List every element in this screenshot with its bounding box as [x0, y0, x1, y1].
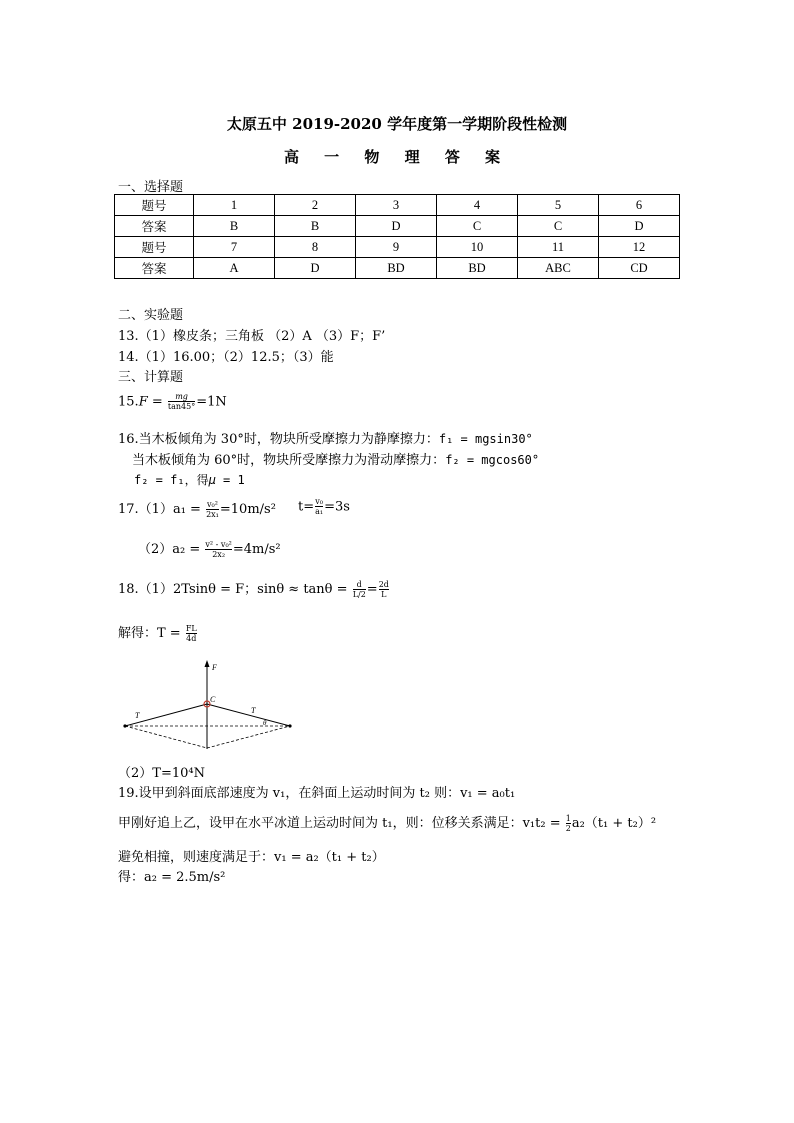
label-t-right: T	[251, 706, 256, 715]
q17-p1-den: 2x₁	[206, 509, 219, 519]
q18-f2-den: L	[379, 589, 389, 599]
q16-line2-text: 当木板倾角为 60°时，物块所受摩擦力为滑动摩擦力：	[132, 453, 446, 468]
q17-p2-result: =4m/s²	[232, 542, 281, 557]
table-cell: CD	[599, 258, 680, 279]
answer-q13: 13.（1）橡皮条；三角板 （2）A （3）F；F’	[118, 329, 386, 344]
label-c: C	[210, 695, 216, 704]
q15-num: mg	[175, 392, 188, 401]
q15-prefix: 15.	[118, 394, 139, 410]
q18-solve-num: FL	[185, 623, 197, 633]
arrow-head	[205, 660, 210, 667]
table-cell: D	[599, 216, 680, 237]
q17-p2-den: 2x₂	[205, 549, 231, 559]
label-theta: θ	[263, 719, 267, 727]
answer-q16-line3	[134, 471, 245, 488]
answer-q15	[118, 393, 227, 411]
force-diagram	[115, 656, 315, 756]
q17-t-result: =3s	[324, 499, 350, 515]
answer-q16-line2	[132, 449, 539, 468]
table-cell: C	[437, 216, 518, 237]
q18-fraction-1	[353, 581, 366, 599]
table-cell: 3	[356, 195, 437, 216]
table-cell: B	[275, 216, 356, 237]
q17-t-prefix: t=	[298, 499, 315, 515]
q19-num: 1	[565, 813, 571, 823]
table-cell: A	[194, 258, 275, 279]
q19-den: 2	[565, 823, 571, 833]
table-cell: 12	[599, 237, 680, 258]
q16-line1-formula: f₁ = mgsin30°	[438, 432, 533, 446]
table-cell: 6	[599, 195, 680, 216]
label-t-left: T	[135, 711, 140, 720]
rope-right	[207, 704, 290, 726]
q17-p1-prefix: 17.（1）a₁ =	[118, 502, 201, 517]
answer-q16-line1	[118, 428, 533, 447]
table-row	[115, 195, 680, 216]
q19-fraction	[566, 815, 571, 833]
q15-den: tan45°	[167, 402, 196, 411]
q15-eq: =	[147, 394, 163, 410]
q17-p1-fraction	[206, 501, 219, 519]
section-choice-title: 一、选择题	[118, 180, 184, 195]
anchor-point	[123, 724, 126, 727]
table-row	[115, 216, 680, 237]
q18-f1-den: L/2	[352, 589, 366, 599]
table-cell: 9	[356, 237, 437, 258]
table-row	[115, 237, 680, 258]
table-cell: D	[356, 216, 437, 237]
label-f: F	[212, 663, 217, 672]
q16-line3-a: f₂ = f₁，得	[134, 473, 209, 487]
section-experiment-title: 二、实验题	[118, 308, 184, 323]
q18-f1-num: d	[356, 579, 362, 589]
table-cell: 8	[275, 237, 356, 258]
q17-p1-num: v₀²	[207, 499, 218, 509]
q19-l2-prefix: 甲刚好追上乙，设甲在水平冰道上运动时间为 t₁，则：位移关系满足：v₁t₂ =	[118, 816, 561, 831]
answer-q17-time	[298, 498, 350, 516]
q18-solve-fraction	[186, 625, 197, 643]
q18-f2-num: 2d	[378, 579, 389, 589]
table-cell: D	[275, 258, 356, 279]
q17-p2-prefix: （2）a₂ =	[138, 542, 201, 557]
table-cell: 5	[518, 195, 599, 216]
answer-q19-line1: 19.设甲到斜面底部速度为 v₁，在斜面上运动时间为 t₂ 则：v₁ = a₀t₁	[118, 786, 516, 801]
table-cell: BD	[437, 258, 518, 279]
table-cell: BD	[356, 258, 437, 279]
table-cell: B	[194, 216, 275, 237]
q16-line2-formula: f₂ = mgcos60°	[445, 453, 540, 467]
answer-q17-part1	[118, 498, 276, 519]
q18-solve-den: 4d	[186, 633, 197, 643]
q19-l2-suffix: a₂（t₁ + t₂）²	[571, 816, 657, 831]
table-cell: 10	[437, 237, 518, 258]
q17-t-fraction	[315, 498, 323, 516]
answer-q18-part1	[118, 578, 390, 599]
dashed-line	[207, 726, 290, 748]
table-cell: 7	[194, 237, 275, 258]
table-cell: 2	[275, 195, 356, 216]
table-cell: 答案	[115, 216, 194, 237]
answer-q17-part2	[138, 538, 281, 559]
q16-line1-text: 16.当木板倾角为 30°时，物块所受摩擦力为静摩擦力：	[118, 432, 439, 447]
q17-t-den: a₁	[315, 507, 324, 516]
q17-p1-result: =10m/s²	[219, 502, 276, 517]
q18-solve-prefix: 解得：T =	[118, 626, 181, 641]
answer-q19-line3: 避免相撞，则速度满足于：v₁ = a₂（t₁ + t₂）	[118, 850, 385, 865]
q16-line3-b: = 1	[215, 473, 245, 487]
table-cell: 1	[194, 195, 275, 216]
answer-q19-line2	[118, 812, 656, 833]
q17-t-num: v₀	[315, 497, 323, 506]
answer-q18-part2: （2）T=10⁴N	[118, 766, 205, 781]
table-cell: 11	[518, 237, 599, 258]
dashed-line	[125, 726, 207, 748]
anchor-point	[288, 724, 291, 727]
answer-table	[114, 194, 680, 279]
q17-p2-num: v² - v₀²	[205, 539, 232, 549]
q15-fraction	[168, 393, 195, 411]
q18-eq: =	[366, 582, 378, 597]
q16-mu: μ	[208, 473, 216, 487]
q17-p2-fraction	[205, 541, 231, 559]
page-title: 太原五中 2019-2020 学年度第一学期阶段性检测	[226, 115, 568, 133]
answer-q18-solve	[118, 622, 198, 643]
table-row	[115, 258, 680, 279]
q15-force-symbol: F	[138, 394, 148, 410]
q15-result: =1N	[196, 394, 227, 410]
q18-fraction-2	[379, 581, 389, 599]
page-subtitle: 高 一 物 理 答 案	[283, 148, 511, 166]
answer-q14: 14.（1）16.00；（2）12.5；（3）能	[118, 350, 334, 365]
table-cell: 题号	[115, 195, 194, 216]
q18-p1: 18.（1）2Tsinθ = F；sinθ ≈ tanθ =	[118, 582, 348, 597]
table-cell: 4	[437, 195, 518, 216]
table-cell: 题号	[115, 237, 194, 258]
section-calc-title: 三、计算题	[118, 370, 184, 385]
table-cell: 答案	[115, 258, 194, 279]
table-cell: ABC	[518, 258, 599, 279]
table-cell: C	[518, 216, 599, 237]
answer-q19-line4: 得：a₂ = 2.5m/s²	[118, 870, 226, 885]
